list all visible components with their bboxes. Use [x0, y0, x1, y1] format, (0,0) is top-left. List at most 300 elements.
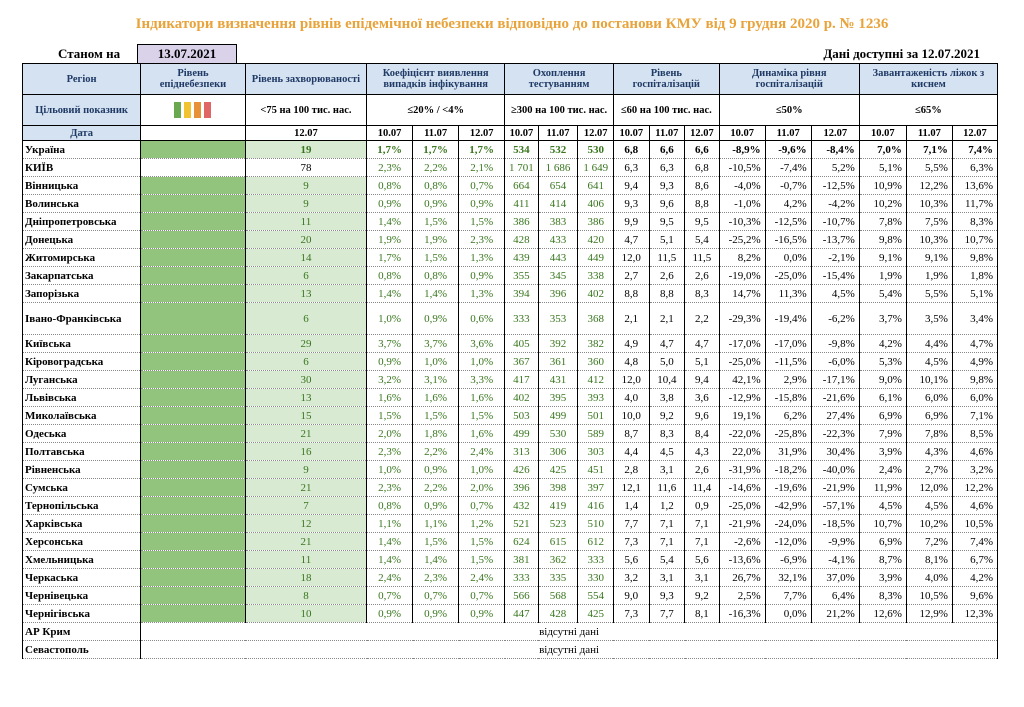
beds-value: 5,5%: [906, 159, 952, 177]
date-beds-2: 11.07: [906, 126, 952, 141]
hosp-value: 9,9: [613, 213, 649, 231]
danger-level-cell: [141, 443, 246, 461]
testing-value: 392: [538, 335, 578, 353]
table-row: [23, 159, 998, 177]
header-detection: Коефіцієнт виявлення випадків інфікування: [367, 64, 505, 95]
dyn-value: -8,9%: [719, 141, 765, 159]
testing-value: 654: [538, 177, 578, 195]
danger-level-cell: [141, 353, 246, 371]
detection-value: 0,7%: [367, 587, 413, 605]
testing-value: 412: [578, 371, 614, 389]
table-row: [23, 285, 998, 303]
beds-value: 1,9%: [859, 267, 906, 285]
danger-level-cell: [141, 551, 246, 569]
dyn-value: 37,0%: [811, 569, 859, 587]
target-beds: ≤65%: [859, 95, 997, 126]
dyn-value: -24,0%: [765, 515, 811, 533]
date-dyn-3: 12.07: [811, 126, 859, 141]
beds-value: 9,8%: [859, 231, 906, 249]
detection-value: 0,9%: [459, 195, 505, 213]
detection-value: 2,1%: [459, 159, 505, 177]
beds-value: 12,2%: [906, 177, 952, 195]
detection-value: 1,4%: [367, 533, 413, 551]
dyn-value: -18,5%: [811, 515, 859, 533]
hosp-value: 4,7: [685, 335, 720, 353]
beds-value: 4,3%: [906, 443, 952, 461]
region-name: Миколаївська: [23, 407, 141, 425]
dyn-value: -29,3%: [719, 303, 765, 335]
hosp-value: 3,1: [649, 569, 685, 587]
danger-level-cell: [141, 303, 246, 335]
beds-value: 4,4%: [906, 335, 952, 353]
hosp-value: 2,6: [685, 267, 720, 285]
detection-value: 1,5%: [459, 551, 505, 569]
detection-value: 3,6%: [459, 335, 505, 353]
region-name: АР Крим: [23, 623, 141, 641]
detection-value: 1,4%: [413, 551, 459, 569]
testing-value: 566: [505, 587, 538, 605]
swatch-green: [174, 102, 181, 118]
dyn-value: -31,9%: [719, 461, 765, 479]
detection-value: 3,7%: [413, 335, 459, 353]
testing-value: 361: [538, 353, 578, 371]
beds-value: 9,1%: [906, 249, 952, 267]
detection-value: 0,9%: [413, 497, 459, 515]
region-name: Тернопільська: [23, 497, 141, 515]
testing-value: 428: [505, 231, 538, 249]
hosp-value: 12,0: [613, 249, 649, 267]
testing-value: 420: [578, 231, 614, 249]
danger-level-cell: [141, 249, 246, 267]
dates-danger: [141, 126, 246, 141]
beds-value: 9,6%: [952, 587, 997, 605]
beds-value: 4,0%: [906, 569, 952, 587]
beds-value: 6,0%: [952, 389, 997, 407]
hosp-value: 9,3: [613, 195, 649, 213]
region-name: Івано-Франківська: [23, 303, 141, 335]
dyn-value: -14,6%: [719, 479, 765, 497]
dyn-value: -16,3%: [719, 605, 765, 623]
hosp-value: 9,4: [613, 177, 649, 195]
morbidity-value: 30: [245, 371, 366, 389]
dyn-value: -6,0%: [811, 353, 859, 371]
table-row: [23, 249, 998, 267]
detection-value: 0,9%: [459, 605, 505, 623]
hosp-value: 7,7: [649, 605, 685, 623]
danger-level-cell: [141, 371, 246, 389]
testing-value: 381: [505, 551, 538, 569]
testing-value: 417: [505, 371, 538, 389]
dates-row: [23, 126, 998, 141]
hosp-value: 3,8: [649, 389, 685, 407]
dyn-value: -10,7%: [811, 213, 859, 231]
hosp-value: 11,6: [649, 479, 685, 497]
morbidity-value: 14: [245, 249, 366, 267]
detection-value: 0,7%: [413, 587, 459, 605]
hosp-value: 10,4: [649, 371, 685, 389]
testing-value: 568: [538, 587, 578, 605]
morbidity-value: 78: [245, 159, 366, 177]
header-morbidity: Рівень захворюваності: [245, 64, 366, 95]
header-dyn: Динаміка рівня госпіталізацій: [719, 64, 859, 95]
hosp-value: 9,5: [649, 213, 685, 231]
detection-value: 1,5%: [413, 407, 459, 425]
hosp-value: 7,3: [613, 605, 649, 623]
hosp-value: 9,2: [649, 407, 685, 425]
detection-value: 0,6%: [459, 303, 505, 335]
testing-value: 367: [505, 353, 538, 371]
dyn-value: 7,7%: [765, 587, 811, 605]
dyn-value: 14,7%: [719, 285, 765, 303]
beds-value: 5,5%: [906, 285, 952, 303]
beds-value: 3,2%: [952, 461, 997, 479]
detection-value: 2,3%: [459, 231, 505, 249]
beds-value: 9,8%: [952, 249, 997, 267]
dyn-value: -25,0%: [765, 267, 811, 285]
detection-value: 1,5%: [413, 533, 459, 551]
detection-value: 0,9%: [459, 267, 505, 285]
hosp-value: 7,1: [649, 515, 685, 533]
detection-value: 1,5%: [413, 249, 459, 267]
beds-value: 7,8%: [859, 213, 906, 231]
danger-level-cell: [141, 479, 246, 497]
dyn-value: 6,2%: [765, 407, 811, 425]
target-label: Цільовий показник: [23, 95, 141, 126]
testing-value: 428: [538, 605, 578, 623]
testing-value: 368: [578, 303, 614, 335]
testing-value: 396: [538, 285, 578, 303]
dyn-value: -25,0%: [719, 497, 765, 515]
testing-value: 523: [538, 515, 578, 533]
dates-morbidity: 12.07: [245, 126, 366, 141]
dyn-value: -0,7%: [765, 177, 811, 195]
swatch-orange: [194, 102, 201, 118]
testing-value: 393: [578, 389, 614, 407]
danger-level-cell: [141, 587, 246, 605]
hosp-value: 8,4: [685, 425, 720, 443]
detection-value: 1,9%: [413, 231, 459, 249]
dyn-value: -40,0%: [811, 461, 859, 479]
testing-value: 449: [578, 249, 614, 267]
beds-value: 1,8%: [952, 267, 997, 285]
testing-value: 414: [538, 195, 578, 213]
table-row: [23, 231, 998, 249]
beds-value: 10,5%: [906, 587, 952, 605]
hosp-value: 8,6: [685, 177, 720, 195]
hosp-value: 5,6: [685, 551, 720, 569]
dyn-value: -4,0%: [719, 177, 765, 195]
hosp-value: 7,7: [613, 515, 649, 533]
hosp-value: 8,8: [613, 285, 649, 303]
dyn-value: 26,7%: [719, 569, 765, 587]
hosp-value: 5,6: [613, 551, 649, 569]
morbidity-value: 9: [245, 195, 366, 213]
testing-value: 405: [505, 335, 538, 353]
region-name: Херсонська: [23, 533, 141, 551]
danger-level-cell: [141, 141, 246, 159]
morbidity-value: 11: [245, 213, 366, 231]
testing-value: 313: [505, 443, 538, 461]
morbidity-value: 6: [245, 303, 366, 335]
hosp-value: 6,8: [613, 141, 649, 159]
region-name: Хмельницька: [23, 551, 141, 569]
beds-value: 10,2%: [859, 195, 906, 213]
testing-value: 431: [538, 371, 578, 389]
dyn-value: -17,0%: [765, 335, 811, 353]
dyn-value: 11,3%: [765, 285, 811, 303]
date-test-1: 10.07: [505, 126, 538, 141]
beds-value: 6,0%: [906, 389, 952, 407]
date-hosp-1: 10.07: [613, 126, 649, 141]
dyn-value: -9,9%: [811, 533, 859, 551]
table-row: [23, 479, 998, 497]
dyn-value: 19,1%: [719, 407, 765, 425]
dyn-value: 5,2%: [811, 159, 859, 177]
hosp-value: 2,7: [613, 267, 649, 285]
detection-value: 1,3%: [459, 249, 505, 267]
dyn-value: 31,9%: [765, 443, 811, 461]
testing-value: 406: [578, 195, 614, 213]
detection-value: 2,3%: [413, 569, 459, 587]
testing-value: 530: [578, 141, 614, 159]
region-name: Житомирська: [23, 249, 141, 267]
morbidity-value: 21: [245, 425, 366, 443]
table-row: [23, 407, 998, 425]
testing-value: 510: [578, 515, 614, 533]
table-row: [23, 605, 998, 623]
detection-value: 1,4%: [367, 551, 413, 569]
danger-level-cell: [141, 335, 246, 353]
danger-level-cell: [141, 569, 246, 587]
hosp-value: 4,4: [613, 443, 649, 461]
beds-value: 1,9%: [906, 267, 952, 285]
danger-level-cell: [141, 195, 246, 213]
beds-value: 3,7%: [859, 303, 906, 335]
hosp-value: 11,5: [685, 249, 720, 267]
beds-value: 4,7%: [952, 335, 997, 353]
date-test-3: 12.07: [578, 126, 614, 141]
table-row: [23, 551, 998, 569]
dyn-value: -4,2%: [811, 195, 859, 213]
beds-value: 8,5%: [952, 425, 997, 443]
danger-level-cell: [141, 267, 246, 285]
testing-value: 503: [505, 407, 538, 425]
hosp-value: 7,1: [649, 533, 685, 551]
report-meta: [22, 44, 998, 63]
detection-value: 0,8%: [413, 177, 459, 195]
region-name: Волинська: [23, 195, 141, 213]
detection-value: 3,1%: [413, 371, 459, 389]
dyn-value: -10,3%: [719, 213, 765, 231]
testing-value: 554: [578, 587, 614, 605]
testing-value: 589: [578, 425, 614, 443]
testing-value: 411: [505, 195, 538, 213]
dyn-value: -17,0%: [719, 335, 765, 353]
testing-value: 432: [505, 497, 538, 515]
dyn-value: -10,5%: [719, 159, 765, 177]
testing-value: 499: [505, 425, 538, 443]
beds-value: 9,1%: [859, 249, 906, 267]
danger-level-cell: [141, 213, 246, 231]
morbidity-value: 11: [245, 551, 366, 569]
region-name: Рівненська: [23, 461, 141, 479]
hosp-value: 7,1: [685, 515, 720, 533]
region-name: Київська: [23, 335, 141, 353]
beds-value: 10,7%: [952, 231, 997, 249]
hosp-value: 4,9: [613, 335, 649, 353]
morbidity-value: 6: [245, 353, 366, 371]
detection-value: 1,5%: [459, 407, 505, 425]
dyn-value: -2,6%: [719, 533, 765, 551]
morbidity-value: 29: [245, 335, 366, 353]
hosp-value: 5,0: [649, 353, 685, 371]
beds-value: 5,1%: [859, 159, 906, 177]
dyn-value: 4,2%: [765, 195, 811, 213]
target-dyn: ≤50%: [719, 95, 859, 126]
detection-value: 1,0%: [367, 461, 413, 479]
dyn-value: -25,0%: [719, 353, 765, 371]
date-hosp-2: 11.07: [649, 126, 685, 141]
hosp-value: 2,8: [613, 461, 649, 479]
beds-value: 3,9%: [859, 569, 906, 587]
hosp-value: 2,1: [613, 303, 649, 335]
header-row: [23, 64, 998, 95]
beds-value: 4,5%: [906, 353, 952, 371]
danger-level-cell: [141, 425, 246, 443]
detection-value: 1,5%: [413, 213, 459, 231]
hosp-value: 11,5: [649, 249, 685, 267]
testing-value: 345: [538, 267, 578, 285]
table-row: [23, 569, 998, 587]
detection-value: 0,9%: [367, 195, 413, 213]
dyn-value: -12,5%: [765, 213, 811, 231]
hosp-value: 5,4: [649, 551, 685, 569]
danger-level-cell: [141, 285, 246, 303]
date-test-2: 11.07: [538, 126, 578, 141]
table-row: [23, 461, 998, 479]
beds-value: 12,0%: [906, 479, 952, 497]
hosp-value: 9,3: [649, 177, 685, 195]
beds-value: 3,4%: [952, 303, 997, 335]
hosp-value: 6,6: [685, 141, 720, 159]
target-hosp: ≤60 на 100 тис. нас.: [613, 95, 719, 126]
table-row: [23, 533, 998, 551]
morbidity-value: 20: [245, 231, 366, 249]
beds-value: 6,9%: [859, 407, 906, 425]
morbidity-value: 12: [245, 515, 366, 533]
hosp-value: 8,3: [685, 285, 720, 303]
detection-value: 1,0%: [459, 353, 505, 371]
dyn-value: -2,1%: [811, 249, 859, 267]
absent-data-cell: відсутні дані: [141, 623, 998, 641]
dyn-value: -19,4%: [765, 303, 811, 335]
table-row: [23, 371, 998, 389]
morbidity-value: 6: [245, 267, 366, 285]
detection-value: 2,4%: [367, 569, 413, 587]
detection-value: 1,6%: [459, 389, 505, 407]
testing-value: 333: [505, 569, 538, 587]
beds-value: 6,9%: [906, 407, 952, 425]
dates-label: Дата: [23, 126, 141, 141]
testing-value: 335: [538, 569, 578, 587]
beds-value: 12,9%: [906, 605, 952, 623]
beds-value: 12,3%: [952, 605, 997, 623]
detection-value: 1,0%: [367, 303, 413, 335]
dyn-value: -7,4%: [765, 159, 811, 177]
dyn-value: -22,0%: [719, 425, 765, 443]
page-title: Індикатори визначення рівнів епідемічної небезпеки відповідно до постанови КМУ від 9 грудня 2020 р. № 1236: [135, 16, 889, 32]
table-row: [23, 587, 998, 605]
dyn-value: -1,0%: [719, 195, 765, 213]
detection-value: 0,8%: [367, 177, 413, 195]
hosp-value: 11,4: [685, 479, 720, 497]
dyn-value: -19,0%: [719, 267, 765, 285]
detection-value: 1,1%: [413, 515, 459, 533]
beds-value: 12,2%: [952, 479, 997, 497]
beds-value: 2,7%: [906, 461, 952, 479]
table-row: [23, 303, 998, 335]
table-row: [23, 195, 998, 213]
testing-value: 397: [578, 479, 614, 497]
beds-value: 6,1%: [859, 389, 906, 407]
testing-value: 333: [578, 551, 614, 569]
dyn-value: 4,5%: [811, 285, 859, 303]
region-name: Львівська: [23, 389, 141, 407]
detection-value: 2,3%: [367, 443, 413, 461]
testing-value: 443: [538, 249, 578, 267]
hosp-value: 3,6: [685, 389, 720, 407]
dyn-value: -12,9%: [719, 389, 765, 407]
hosp-value: 8,8: [649, 285, 685, 303]
testing-value: 439: [505, 249, 538, 267]
testing-value: 447: [505, 605, 538, 623]
beds-value: 11,9%: [859, 479, 906, 497]
table-row: [23, 497, 998, 515]
beds-value: 12,6%: [859, 605, 906, 623]
detection-value: 0,7%: [459, 497, 505, 515]
date-det-1: 10.07: [367, 126, 413, 141]
detection-value: 1,4%: [413, 285, 459, 303]
detection-value: 2,4%: [459, 569, 505, 587]
table-row: [23, 443, 998, 461]
hosp-value: 7,1: [685, 533, 720, 551]
hosp-value: 10,0: [613, 407, 649, 425]
beds-value: 7,0%: [859, 141, 906, 159]
beds-value: 10,2%: [906, 515, 952, 533]
beds-value: 7,4%: [952, 141, 997, 159]
dyn-value: -18,2%: [765, 461, 811, 479]
detection-value: 1,4%: [367, 213, 413, 231]
morbidity-value: 21: [245, 479, 366, 497]
hosp-value: 8,3: [649, 425, 685, 443]
testing-value: 499: [538, 407, 578, 425]
beds-value: 4,5%: [906, 497, 952, 515]
testing-value: 451: [578, 461, 614, 479]
dyn-value: -42,9%: [765, 497, 811, 515]
testing-value: 402: [505, 389, 538, 407]
testing-value: 664: [505, 177, 538, 195]
detection-value: 1,7%: [459, 141, 505, 159]
hosp-value: 2,6: [685, 461, 720, 479]
detection-value: 0,9%: [413, 303, 459, 335]
detection-value: 2,4%: [459, 443, 505, 461]
hosp-value: 8,8: [685, 195, 720, 213]
beds-value: 10,3%: [906, 231, 952, 249]
testing-value: 615: [538, 533, 578, 551]
hosp-value: 9,0: [613, 587, 649, 605]
testing-value: 396: [505, 479, 538, 497]
hosp-value: 1,2: [649, 497, 685, 515]
